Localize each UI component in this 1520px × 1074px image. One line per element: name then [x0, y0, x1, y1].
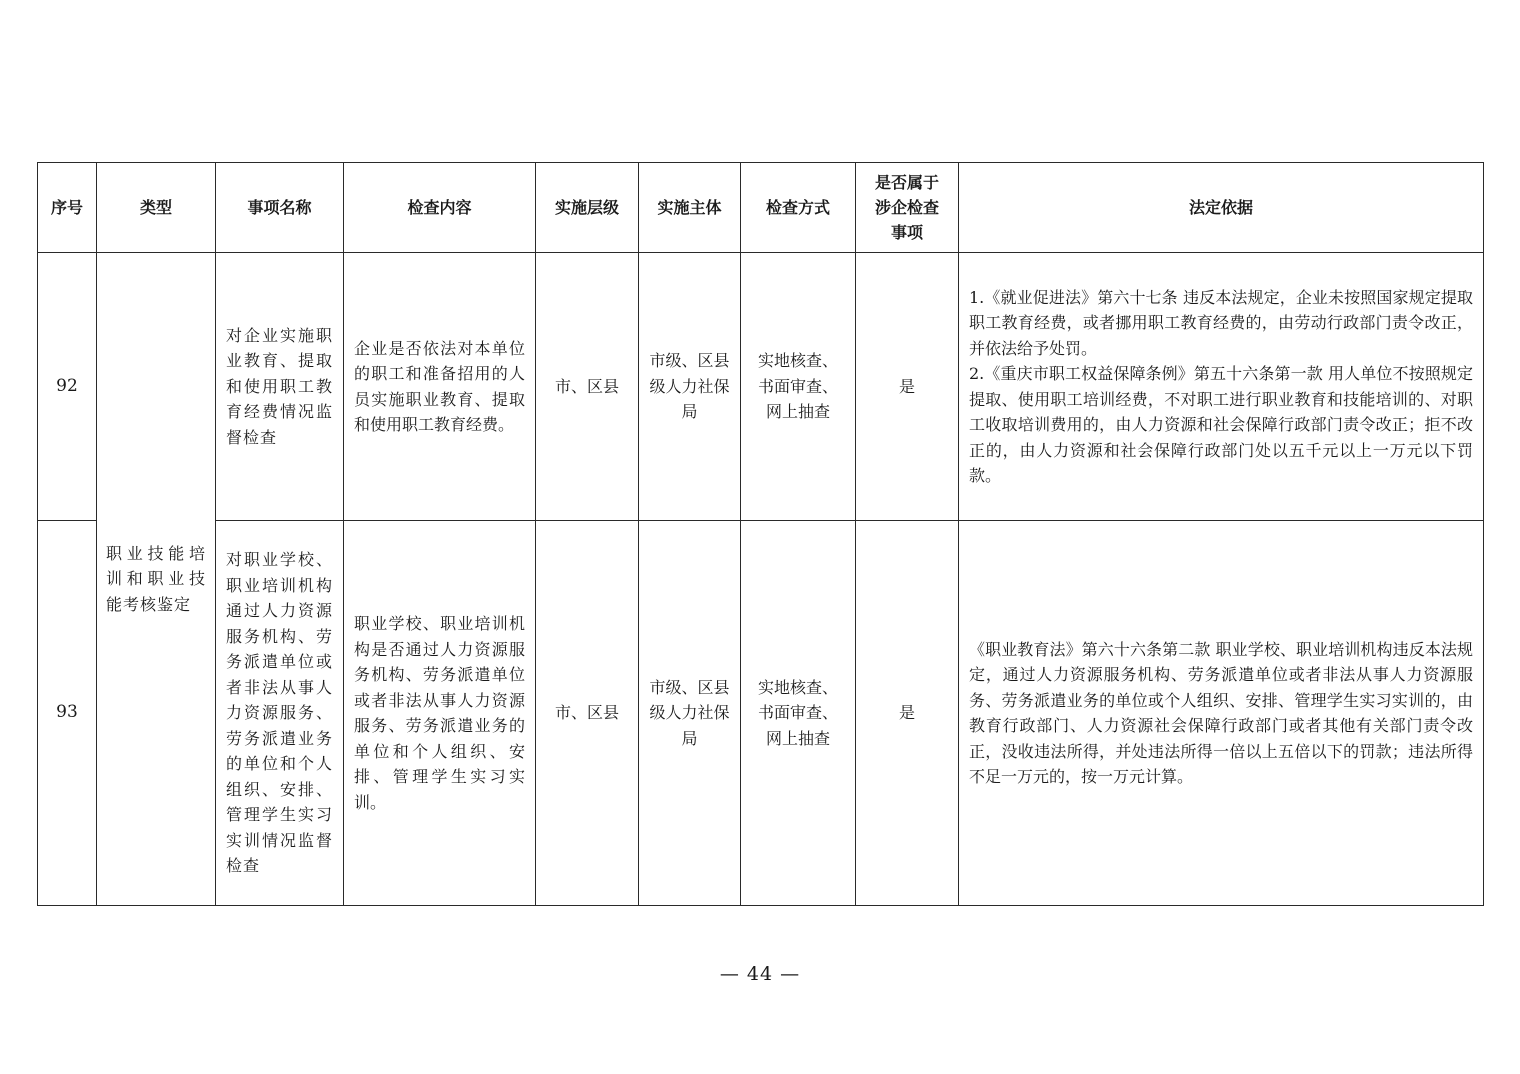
header-item-name: 事项名称 [216, 163, 344, 253]
check-method-cell [741, 253, 856, 521]
header-enterprise-related [856, 163, 959, 253]
table-header-row [38, 163, 1484, 253]
header-type: 类型 [97, 163, 216, 253]
item-name-cell [216, 521, 344, 906]
table-row [38, 521, 1484, 906]
table-row [38, 253, 1484, 521]
header-check-method: 检查方式 [741, 163, 856, 253]
header-implementation-level: 实施层级 [536, 163, 639, 253]
page-number: — 44 — [719, 963, 801, 985]
row-serial-no: 92 [38, 253, 97, 521]
legal-basis-paragraph: 1.《就业促进法》第六十七条 违反本法规定，企业未按照国家规定提取职工教育经费，或者挪用职工教育经费的，由劳动行政部门责令改正，并依法给予处罚。 [969, 287, 1473, 358]
check-method: 实地核查、书面审查、网上抽查 [757, 351, 838, 422]
header-legal-basis: 法定依据 [959, 163, 1484, 253]
legal-basis-paragraph: 2.《重庆市职工权益保障条例》第五十六条第一款 用人单位不按照规定提取、使用职工培训经费，不对职工进行职业教育和技能培训的、对职工收取培训费用的，由人力资源和社会保障行政部门责令改正；拒不改正的，由人力资源和社会保障行政部门处以五千元以上一万元以下罚款。 [969, 364, 1473, 485]
implementing-body-cell [639, 521, 741, 906]
legal-basis-cell [959, 521, 1484, 906]
header-implementing-body: 实施主体 [639, 163, 741, 253]
row-serial-no: 93 [38, 521, 97, 906]
item-name: 对职业学校、职业培训机构通过人力资源服务机构、劳务派遣单位或者非法从事人力资源服务、劳务派遣业务的单位和个人组织、安排、管理学生实习实训情况监督检查 [226, 550, 333, 876]
category-label: 职业技能培训和职业技能考核鉴定 [106, 543, 206, 614]
header-check-content: 检查内容 [344, 163, 536, 253]
check-content: 职业学校、职业培训机构是否通过人力资源服务机构、劳务派遣单位或者非法从事人力资源服务、劳务派遣业务的单位和个人组织、安排、管理学生实习实训。 [354, 614, 525, 812]
header-serial-no: 序号 [38, 163, 97, 253]
legal-basis-paragraph: 《职业教育法》第六十六条第二款 职业学校、职业培训机构违反本法规定，通过人力资源服务机构、劳务派遣单位或者非法从事人力资源服务、劳务派遣业务的单位或个人组织、安排、管理学生实习实训的，由教育行政部门、人力资源社会保障行政部门或者其他有关部门责令改正，没收违法所得，并处违法所得一倍以上五倍以下的罚款；违法所得不足一万元的，按一万元计算。 [969, 639, 1473, 786]
check-method: 实地核查、书面审查、网上抽查 [757, 677, 838, 748]
implementing-body-cell [639, 253, 741, 521]
implementation-level: 市、区县 [536, 253, 639, 521]
implementing-body: 市级、区县级人力社保局 [649, 677, 730, 748]
header-enterprise-related-label: 是否属于涉企检查事项 [874, 173, 939, 242]
category-cell [97, 253, 216, 906]
implementation-level: 市、区县 [536, 521, 639, 906]
inspection-items-table [37, 162, 1484, 906]
legal-basis-cell [959, 253, 1484, 521]
implementing-body: 市级、区县级人力社保局 [649, 351, 730, 422]
enterprise-related: 是 [856, 253, 959, 521]
check-content: 企业是否依法对本单位的职工和准备招用的人员实施职业教育、提取和使用职工教育经费。 [354, 338, 525, 434]
item-name-cell [216, 253, 344, 521]
item-name: 对企业实施职业教育、提取和使用职工教育经费情况监督检查 [226, 325, 333, 447]
check-method-cell [741, 521, 856, 906]
check-content-cell [344, 521, 536, 906]
enterprise-related: 是 [856, 521, 959, 906]
check-content-cell [344, 253, 536, 521]
